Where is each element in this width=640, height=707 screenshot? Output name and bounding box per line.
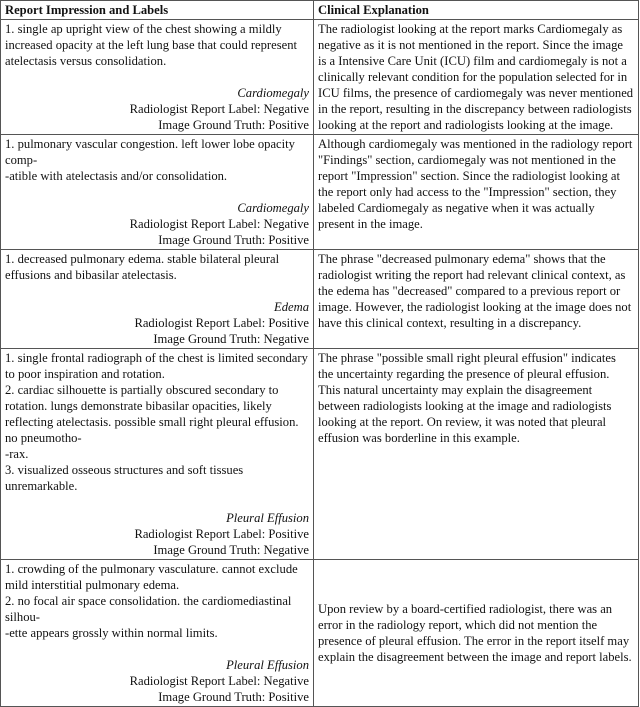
condition-name: Cardiomegaly	[237, 86, 309, 100]
report-label: Radiologist Report Label: Positive	[134, 316, 309, 330]
impression-cell	[1, 349, 314, 560]
condition-name: Cardiomegaly	[237, 201, 309, 215]
table-row	[1, 20, 639, 135]
table-row	[1, 135, 639, 250]
labels-block	[5, 85, 309, 133]
ground-truth-label: Image Ground Truth: Positive	[158, 690, 309, 704]
header-explanation: Clinical Explanation	[314, 1, 639, 20]
explanation-cell	[314, 250, 639, 349]
ground-truth-label: Image Ground Truth: Negative	[153, 332, 309, 346]
explanation-cell	[314, 20, 639, 135]
table-row	[1, 250, 639, 349]
condition-name: Pleural Effusion	[226, 658, 309, 672]
table-row	[1, 349, 639, 560]
table-row	[1, 560, 639, 707]
clinical-explanation: The phrase "decreased pulmonary edema" shows that the radiologist writing the report had relevant clinical context, as the edema has "decreased" compared to a previous report or image. However, the radiologist looking at the image does not have this clinical context, resulting in a discrepancy.	[318, 252, 632, 330]
labels-block	[5, 657, 309, 705]
impression-cell	[1, 135, 314, 250]
explanation-cell	[314, 349, 639, 560]
clinical-explanation: Upon review by a board-certified radiologist, there was an error in the radiology report, which did not mention the presence of pleural effusion. The error in the report itself may explain the disagreement between the image and report labels.	[318, 602, 632, 664]
report-impression: 1. single frontal radiograph of the chest is limited secondary to poor inspiration and rotation. 2. cardiac silhouette is partially obscured secondary to rotation. lungs demonstrate bibasilar opacities, likely reflecting atelectasis. possible small right pleural effusion. no pneumotho- -rax. 3. visualized osseous structures and soft tissues unremarkable.	[5, 351, 308, 493]
report-label: Radiologist Report Label: Positive	[134, 527, 309, 541]
impression-cell	[1, 560, 314, 707]
header-row	[1, 1, 639, 20]
report-impression: 1. crowding of the pulmonary vasculature. cannot exclude mild interstitial pulmonary edema. 2. no focal air space consolidation. the cardiomediastinal silhou- -ette appears grossly within normal limits.	[5, 562, 298, 640]
labels-block	[5, 510, 309, 558]
explanation-cell	[314, 135, 639, 250]
ground-truth-label: Image Ground Truth: Positive	[158, 233, 309, 247]
clinical-explanation: The radiologist looking at the report marks Cardiomegaly as negative as it is not mentioned in the report. Since the image is a Intensive Care Unit (ICU) film and cardiomegaly is not a clinically relevant condition for the population selected for in ICU films, the presence of cardiomegaly was never mentioned in the report, resulting in the discrepancy between radiologists looking at the report and radiologists looking at the image.	[318, 22, 634, 132]
report-impression: 1. decreased pulmonary edema. stable bilateral pleural effusions and bibasilar atelectasis.	[5, 252, 280, 282]
ground-truth-label: Image Ground Truth: Positive	[158, 118, 309, 132]
impression-cell	[1, 250, 314, 349]
explanation-cell	[314, 560, 639, 707]
condition-name: Edema	[274, 300, 309, 314]
clinical-explanation: Although cardiomegaly was mentioned in the radiology report "Findings" section, cardiomegaly was not mentioned in the report "Impression" section. Since the radiologist looking at the report only had access to the "Impression" section, they labeled Cardiomegaly as negative when it was actually present in the image.	[318, 137, 633, 231]
condition-name: Pleural Effusion	[226, 511, 309, 525]
clinical-explanation: The phrase "possible small right pleural effusion" indicates the uncertainty regarding the presence of pleural effusion. This natural uncertainty may explain the disagreement between radiologists looking at the image and radiologists looking at the report. On review, it was noted that pleural effusion was borderline in this example.	[318, 351, 616, 445]
report-impression: 1. pulmonary vascular congestion. left lower lobe opacity comp- -atible with atelectasis and/or consolidation.	[5, 137, 295, 183]
report-label: Radiologist Report Label: Negative	[129, 674, 309, 688]
labels-block	[5, 299, 309, 347]
report-label: Radiologist Report Label: Negative	[129, 217, 309, 231]
labels-block	[5, 200, 309, 248]
header-impression: Report Impression and Labels	[1, 1, 314, 20]
impression-cell	[1, 20, 314, 135]
report-impression: 1. single ap upright view of the chest showing a mildly increased opacity at the left lung base that could represent atelectasis versus consolidation.	[5, 22, 297, 68]
ground-truth-label: Image Ground Truth: Negative	[153, 543, 309, 557]
report-label: Radiologist Report Label: Negative	[129, 102, 309, 116]
